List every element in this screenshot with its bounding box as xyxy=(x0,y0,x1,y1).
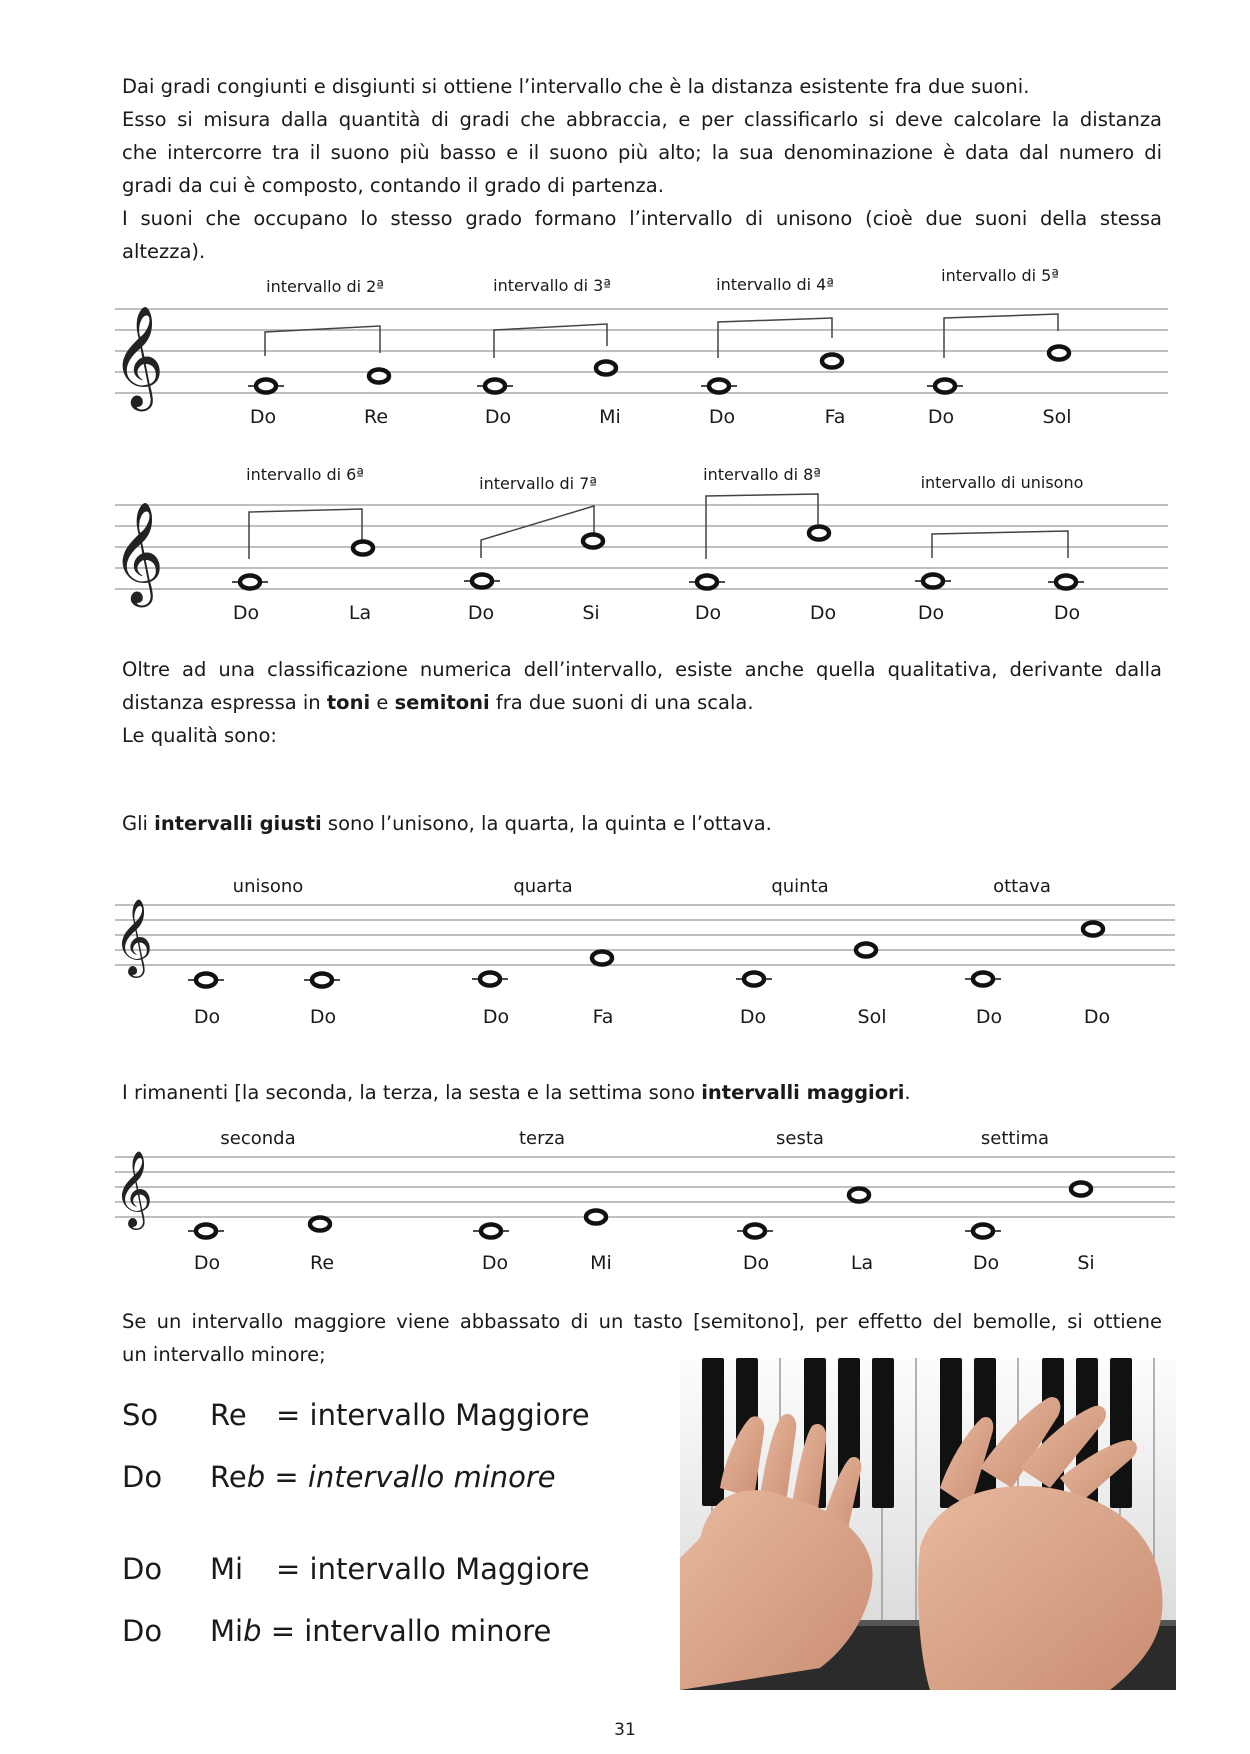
note-name: Si xyxy=(582,602,600,624)
bold-term: toni xyxy=(326,691,371,714)
treble-clef-icon: 𝄞 xyxy=(112,304,165,407)
whole-note xyxy=(923,575,943,588)
note-name: Do xyxy=(481,1252,509,1274)
equation-result: = intervallo minore xyxy=(270,1614,552,1648)
note-name: Do xyxy=(484,406,512,428)
text-line: gradi da cui è composto, contando il grado di partenza. xyxy=(122,174,664,197)
text-line: Se un intervallo maggiore viene abbassato di un tasto [semitono], per effetto del bemolle, si ottiene xyxy=(122,1310,1162,1333)
interval-label: quarta xyxy=(513,876,573,897)
bold-term: intervalli maggiori xyxy=(701,1081,905,1104)
note-b: Re xyxy=(210,1460,247,1494)
whole-note xyxy=(744,973,764,986)
whole-note xyxy=(709,380,729,393)
whole-note xyxy=(196,1225,216,1238)
text-line: che intercorre tra il suono più basso e il suono più alto; la sua denominazione è data dal numero di xyxy=(122,141,1162,164)
equation-row xyxy=(122,1460,556,1494)
interval-label: intervallo di unisono xyxy=(920,473,1084,492)
flat-sign: b xyxy=(243,1614,262,1648)
whole-note xyxy=(586,1211,606,1224)
whole-note xyxy=(1083,923,1103,936)
interval-label: intervallo di 2ª xyxy=(266,277,384,296)
note-name: Do xyxy=(482,1006,510,1028)
whole-note xyxy=(256,380,276,393)
note-name: La xyxy=(850,1252,874,1274)
interval-label: unisono xyxy=(232,876,304,897)
page-number: 31 xyxy=(614,1720,636,1740)
note-name: Mi xyxy=(599,406,621,428)
note-name: Do xyxy=(708,406,736,428)
equation-row xyxy=(122,1552,590,1586)
text-line: Gli intervalli giusti sono l’unisono, la quarta, la quinta e l’ottava. xyxy=(122,812,772,835)
whole-note xyxy=(481,1225,501,1238)
whole-note xyxy=(809,527,829,540)
note-a: Do xyxy=(122,1614,163,1648)
staff-intervals-2-5 xyxy=(0,268,1250,438)
note-name: Do xyxy=(232,602,260,624)
interval-label: sesta xyxy=(776,1128,824,1149)
note-name: Do xyxy=(694,602,722,624)
note-a: Do xyxy=(122,1460,163,1494)
note-name: Do xyxy=(1083,1006,1111,1028)
interval-label: seconda xyxy=(220,1128,296,1149)
note-name: Do xyxy=(1053,602,1081,624)
text-line: Dai gradi congiunti e disgiunti si ottiene l’intervallo che è la distanza esistente fra due suoni. xyxy=(122,75,1030,98)
note-name: Sol xyxy=(1042,406,1072,428)
text-line: I suoni che occupano lo stesso grado formano l’intervallo di unisono (cioè due suoni della stessa xyxy=(122,207,1162,230)
note-name: Do xyxy=(193,1006,221,1028)
interval-label: intervallo di 4ª xyxy=(716,275,834,294)
note-name: Mi xyxy=(590,1252,612,1274)
note-name: Do xyxy=(193,1252,221,1274)
intro-paragraph xyxy=(122,70,1162,268)
equation-result: = intervallo Maggiore xyxy=(276,1552,590,1586)
interval-label: settima xyxy=(980,1128,1050,1149)
whole-note xyxy=(973,973,993,986)
interval-label: quinta xyxy=(771,876,829,897)
note-name: Sol xyxy=(857,1006,887,1028)
note-a: So xyxy=(122,1398,159,1432)
whole-note xyxy=(849,1189,869,1202)
whole-note xyxy=(353,542,373,555)
whole-note xyxy=(312,974,332,987)
whole-note xyxy=(310,1218,330,1231)
whole-note xyxy=(240,576,260,589)
bold-term: semitoni xyxy=(394,691,490,714)
qualities-paragraph xyxy=(122,653,1162,752)
piano-keyboard-illustration xyxy=(680,1358,1176,1690)
bold-term: intervalli giusti xyxy=(154,812,322,835)
whole-note xyxy=(196,974,216,987)
interval-label: terza xyxy=(518,1128,566,1149)
staff-major-intervals xyxy=(0,1120,1250,1280)
text-line: altezza). xyxy=(122,240,206,263)
qualities-list xyxy=(310,736,420,764)
whole-note xyxy=(745,1225,765,1238)
note-name: Do xyxy=(917,602,945,624)
note-name: Fa xyxy=(592,1006,614,1028)
note-name: Do xyxy=(249,406,277,428)
whole-note xyxy=(935,380,955,393)
whole-note xyxy=(583,535,603,548)
note-name: Re xyxy=(309,1252,335,1274)
note-name: Do xyxy=(972,1252,1000,1274)
interval-label: intervallo di 7ª xyxy=(479,474,597,493)
whole-note xyxy=(592,952,612,965)
text-line: Le qualità sono: xyxy=(122,724,277,747)
whole-note xyxy=(1071,1183,1091,1196)
staff-intervals-6-unison xyxy=(0,462,1250,632)
note-name: La xyxy=(348,602,372,624)
treble-clef-icon: 𝄞 xyxy=(114,1150,154,1227)
text-line: Oltre ad una classificazione numerica dell’intervallo, esiste anche quella qualitativa, derivante dalla xyxy=(122,658,1162,681)
interval-label: intervallo di 6ª xyxy=(246,465,364,484)
note-name: Do xyxy=(927,406,955,428)
whole-note xyxy=(697,576,717,589)
note-name: Do xyxy=(742,1252,770,1274)
flat-sign: b xyxy=(246,1460,266,1494)
note-name: Si xyxy=(1077,1252,1095,1274)
text-line: distanza espressa in toni e semitoni fra due suoni di una scala. xyxy=(122,691,754,714)
equation-result: = intervallo minore xyxy=(274,1460,556,1494)
note-name: Do xyxy=(739,1006,767,1028)
whole-note xyxy=(1056,576,1076,589)
note-b: Re xyxy=(210,1398,247,1432)
note-name: Do xyxy=(309,1006,337,1028)
text-line: un intervallo minore; xyxy=(122,1343,326,1366)
note-name: Fa xyxy=(824,406,846,428)
note-a: Do xyxy=(122,1552,163,1586)
text-line: I rimanenti [la seconda, la terza, la sesta e la settima sono intervalli maggiori. xyxy=(122,1081,911,1104)
major-intervals-sentence xyxy=(122,1076,1162,1109)
equation-row xyxy=(122,1398,590,1432)
whole-note xyxy=(472,575,492,588)
note-name: Do xyxy=(809,602,837,624)
treble-clef-icon: 𝄞 xyxy=(112,500,165,603)
note-name: Do xyxy=(467,602,495,624)
whole-note xyxy=(480,973,500,986)
note-name: Re xyxy=(363,406,389,428)
whole-note xyxy=(822,355,842,368)
whole-note xyxy=(973,1225,993,1238)
interval-label: intervallo di 8ª xyxy=(703,465,821,484)
whole-note xyxy=(1049,347,1069,360)
interval-label: intervallo di 3ª xyxy=(493,276,611,295)
treble-clef-icon: 𝄞 xyxy=(114,898,154,975)
whole-note xyxy=(485,380,505,393)
staff-perfect-intervals xyxy=(0,868,1250,1028)
perfect-intervals-sentence xyxy=(122,807,1162,840)
interval-label: ottava xyxy=(993,876,1051,897)
piano-hands-photo xyxy=(680,1358,1176,1690)
whole-note xyxy=(596,362,616,375)
note-b: Mi xyxy=(210,1614,244,1648)
whole-note xyxy=(369,370,389,383)
equation-result: = intervallo Maggiore xyxy=(276,1398,590,1432)
whole-note xyxy=(856,944,876,957)
equation-row xyxy=(122,1614,551,1648)
text-line: Esso si misura dalla quantità di gradi che abbraccia, e per classificarlo si deve calcolare la distanza xyxy=(122,108,1162,131)
note-name: Do xyxy=(975,1006,1003,1028)
note-b: Mi xyxy=(210,1552,244,1586)
interval-label: intervallo di 5ª xyxy=(941,266,1059,285)
